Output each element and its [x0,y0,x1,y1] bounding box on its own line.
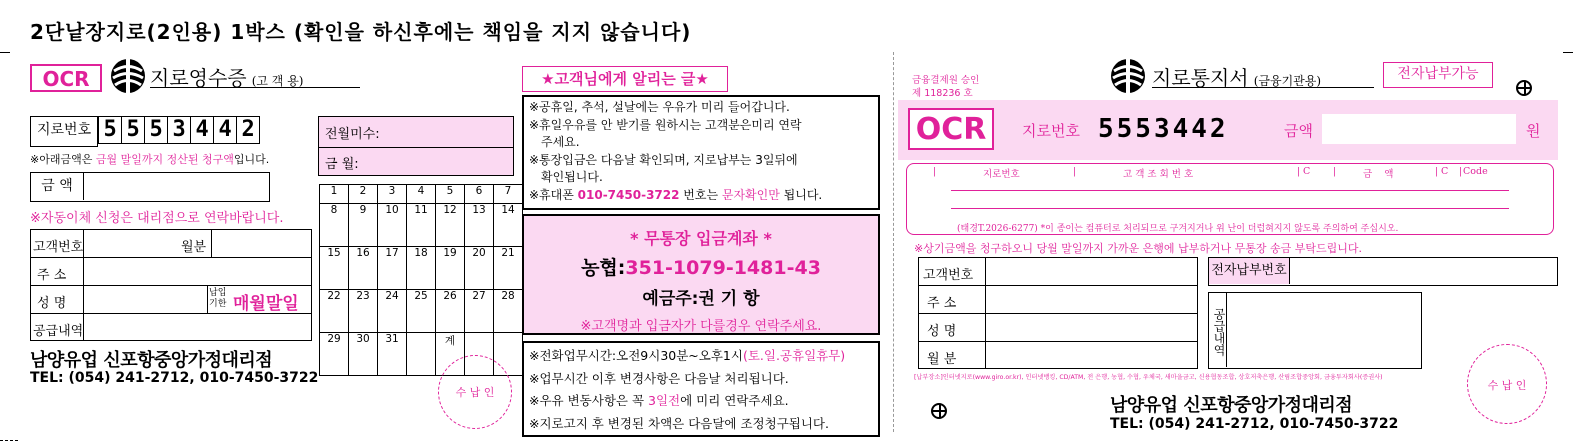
e-pay-badge: 전자납부가능 [1383,62,1493,88]
notice-box [522,95,880,210]
page-title: 2단낱장지로(2인용) 1박스 (확인을 하신후에는 책임을 지지 않습니다) [30,20,692,44]
approval-text [912,74,979,100]
notice-line: ※통장입금은 다음날 확인되며, 지로납부는 3일뒤에 [529,152,798,167]
company-phone: TEL: (054) 241-2712, 010-7450-3722 [30,370,319,386]
phone-mid: 번호는 [679,187,722,202]
calendar-cell[interactable]: 2 [349,185,378,204]
name-label: 성 명 [37,296,67,311]
giro-label: 지로번호 [30,116,98,147]
slip-won-label: 원 [1526,122,1541,140]
registration-mark-icon [931,403,947,419]
code-col-c2: C [1441,166,1449,177]
calendar-cell[interactable]: 14 [494,204,523,247]
phone-suffix: 됩니다. [779,187,823,202]
customer-info-table [30,229,312,341]
receipt-subtitle: (고 객 용) [251,74,304,88]
month-label: 월분 [181,240,207,255]
code-col-giro: 지로번호 [983,169,1020,180]
calendar-row [320,247,523,290]
giro-digit: 2 [237,116,260,144]
giro-digit: 3 [168,116,191,144]
calendar-cell[interactable]: 6 [465,185,494,204]
crop-mark [0,440,18,441]
code-col-code: Code [1463,166,1488,177]
hours-highlight: (토.일.공휴일휴무) [742,348,846,363]
calendar-cell[interactable]: 17 [378,247,407,290]
calendar-cell[interactable]: 16 [349,247,378,290]
slip-month-label: 월 분 [927,352,957,367]
payment-places: [납부장소]인터넷지로(www.giro.or.kr), 인터넷뱅킹, CD/ATM, 전 은행, 농협, 수협, 우체국, 새마을금고, 신용협동조합, 상호저축은행, 산림조합중앙회, 금융투자회사(증권사) [914,374,1383,381]
bank-account: 351-1079-1481-43 [625,257,821,279]
slip-giro-number: 5553442 [1098,114,1229,144]
bank-account-line [524,253,878,280]
slip-logo-icon [1110,58,1146,94]
approval-line-1: 금융결제원 승인 [912,75,980,86]
month-amount-label: 금 월: [325,157,359,172]
giro-logo-icon [110,58,146,94]
code-box: | 지로번호 | 고 객 조 회 번 호 | C | 금 액 | C | Code (태경T.2026-6277) *이 종이는 컴퓨터로 처리되므로 구겨지거나 위 난이 더럽혀지지 않도록 주의하여 주십시오. [906,163,1554,235]
prev-unpaid-label: 전월미수: [325,127,380,142]
amount-note-suffix: 입니다. [233,153,270,166]
address-label: 주 소 [37,268,67,283]
slip-customer-no-label: 고객번호 [923,268,974,283]
calendar-cell[interactable] [407,333,436,376]
pay-note: ※상기금액을 청구하오니 당월 말일까지 가까운 은행에 납부하거나 무통장 송금 부탁드립니다. [914,242,1362,255]
due-label: 납입기한 [209,288,227,309]
code-col-inquiry: 고 객 조 회 번 호 [1123,169,1194,180]
phone-prefix: ※휴대폰 [529,187,578,202]
giro-digit: 4 [214,116,237,144]
perforation-line [893,52,894,432]
calendar-cell[interactable]: 12 [436,204,465,247]
slip-supply-box [1208,292,1422,369]
e-pay-number-label: 전자납부번호 [1209,258,1290,284]
code-col-c1: C [1303,166,1311,177]
slip-stamp-circle [1467,344,1547,424]
change-line [529,390,873,413]
change-prefix: ※우유 변동사항은 꼭 [529,393,648,408]
calendar-cell[interactable]: 13 [465,204,494,247]
phone-highlight: 문자확인만 [721,187,780,202]
approval-line-2: 제 118236 호 [912,88,973,99]
slip-amount-label: 금액 [1284,122,1313,140]
after-hours-line: ※업무시간 이후 변경사항은 다음날 처리됩니다. [529,370,789,386]
calendar-cell[interactable]: 10 [378,204,407,247]
giro-digits [98,116,260,144]
slip-subtitle: (금융기관용) [1253,74,1322,88]
code-col-amount: 금 액 [1363,169,1394,180]
phone-number: 010-7450-3722 [577,187,680,202]
calendar-cell[interactable]: 3 [378,185,407,204]
change-suffix: 에 미리 연락주세요. [680,393,789,408]
hours-line [529,345,873,368]
code-box-note: (태경T.2026-6277) *이 종이는 컴퓨터로 처리되므로 구겨지거나 위 난이 더럽혀지지 않도록 주의하여 주십시오. [957,224,1399,234]
calendar-cell[interactable]: 24 [378,290,407,333]
autopay-note: ※자동이체 신청은 대리점으로 연락바랍니다. [30,211,284,226]
notice-phone-line [529,187,873,205]
account-holder: 예금주:권 기 항 [642,289,760,309]
receipt-stamp-circle [438,355,512,429]
bank-label: 농협: [581,257,626,279]
amount-note-highlight: 금월 말일까지 정산된 청구액 [95,153,234,166]
ocr-band [898,100,1558,160]
slip-company-name: 남양유업 신포항중앙가정대리점 [1110,395,1353,416]
company-name: 남양유업 신포항중앙가정대리점 [30,350,273,371]
e-pay-number-box [1208,257,1558,286]
giro-number-box [30,116,260,147]
slip-name-label: 성 명 [927,324,957,339]
calendar-cell[interactable]: 9 [349,204,378,247]
slip-address-label: 주 소 [927,296,957,311]
crop-mark [1563,52,1573,53]
calendar-cell[interactable]: 19 [436,247,465,290]
calendar-cell[interactable]: 27 [465,290,494,333]
hours-text: ※전화업무시간:오전9시30분~오후1시 [529,348,743,363]
calendar-cell[interactable]: 25 [407,290,436,333]
deposit-note: ※고객명과 입금자가 다를경우 연락주세요. [580,319,822,334]
due-value: 매월말일 [233,294,299,314]
calendar-cell[interactable]: 8 [320,204,349,247]
ocr-badge: OCR [30,64,102,92]
crop-mark [0,52,10,53]
calendar-cell[interactable]: 11 [407,204,436,247]
notice-line: 확인됩니다. [541,170,603,184]
registration-mark-icon [1516,80,1532,96]
slip-customer-table [918,257,1198,369]
giro-digit: 5 [98,116,122,144]
calendar-cell[interactable]: 1 [320,185,349,204]
deposit-title: * 무통장 입금계좌 * [630,229,772,248]
calendar-cell[interactable]: 29 [320,333,349,376]
slip-company-phone: TEL: (054) 241-2712, 010-7450-3722 [1110,416,1399,432]
calendar-cell[interactable]: 22 [320,290,349,333]
delivery-calendar [319,184,523,376]
calendar-cell[interactable]: 30 [349,333,378,376]
calendar-cell[interactable]: 23 [349,290,378,333]
calendar-row [320,204,523,247]
giro-digit: 5 [145,116,168,144]
receipt-stamp-label: 수 납 인 [455,386,495,399]
calendar-cell[interactable]: 18 [407,247,436,290]
calendar-cell[interactable]: 28 [494,290,523,333]
amount-note [30,151,269,167]
change-highlight: 3일전 [648,393,681,408]
calendar-cell[interactable]: 4 [407,185,436,204]
calendar-cell[interactable]: 계 [436,333,465,376]
balance-box [318,116,514,176]
slip-ocr-badge: OCR [908,108,994,150]
amount-note-prefix: ※아래금액은 [30,153,96,166]
calendar-cell[interactable]: 20 [465,247,494,290]
deposit-box [522,214,880,335]
slip-amount-input[interactable] [1322,114,1516,144]
notice-line: ※공휴일, 추석, 설날에는 우유가 미리 들어갑니다. [529,100,790,114]
giro-digit: 4 [191,116,214,144]
slip-title-block [1152,62,1374,88]
notice-title: ★고객님에게 알리는 글★ [522,66,728,92]
calendar-cell[interactable]: 31 [378,333,407,376]
slip-giro-label: 지로번호 [1022,122,1080,140]
supply-label: 공급내역 [33,324,84,339]
hours-box [522,341,880,437]
adjust-line: ※지로고지 후 변경된 차액은 다음달에 조정청구됩니다. [529,415,829,431]
notice-line: ※휴일우유를 안 받기를 원하시는 고객분은미리 연락 [529,117,802,132]
slip-supply-label: 공급내역 [1209,293,1227,367]
giro-digit: 5 [122,116,145,144]
amount-label: 금 액 [31,173,84,200]
calendar-row [320,290,523,333]
calendar-cell[interactable]: 15 [320,247,349,290]
amount-field[interactable] [30,172,270,202]
calendar-cell[interactable]: 26 [436,290,465,333]
slip-title: 지로통지서 [1152,66,1249,90]
receipt-title-block [150,62,360,88]
receipt-title: 지로영수증 [150,66,247,90]
calendar-cell[interactable]: 5 [436,185,465,204]
calendar-cell[interactable]: 7 [494,185,523,204]
calendar-row [320,185,523,204]
calendar-cell[interactable]: 21 [494,247,523,290]
customer-no-label: 고객번호 [33,240,84,255]
notice-line: 주세요. [541,135,580,149]
slip-stamp-label: 수 납 인 [1487,379,1527,392]
